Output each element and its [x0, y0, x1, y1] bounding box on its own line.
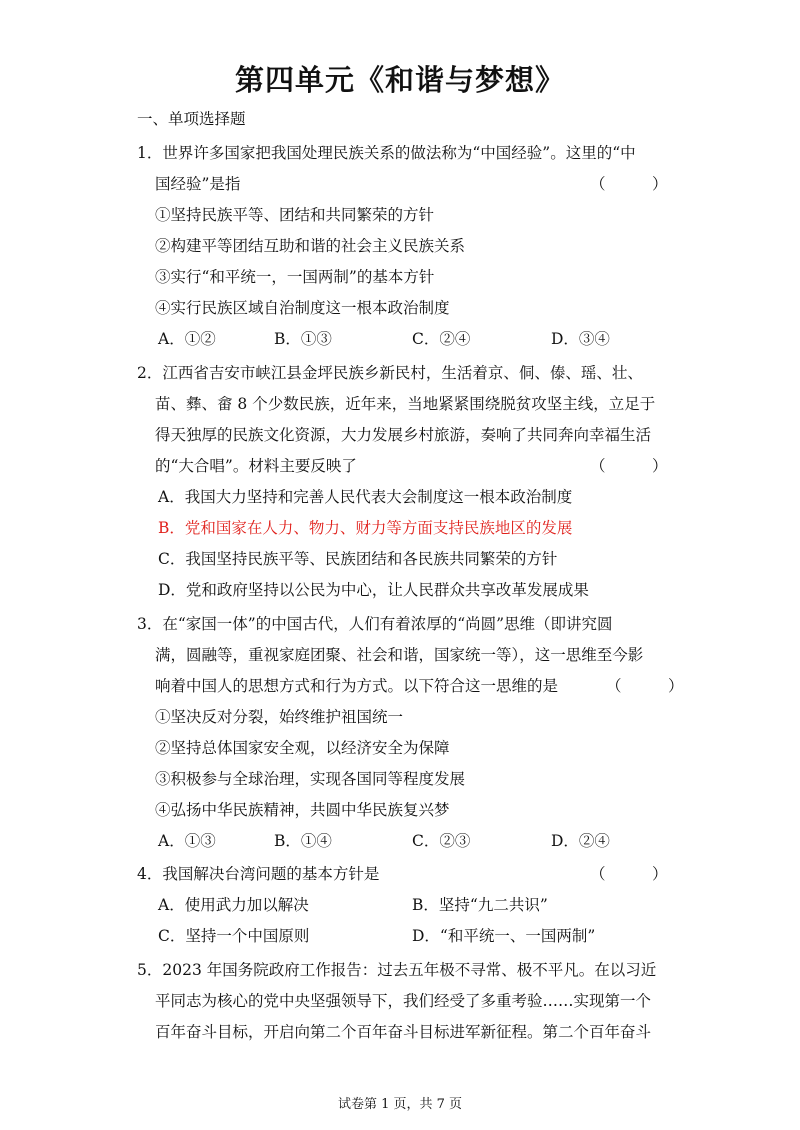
q3-stem-line-1: 3．在“家国一体”的中国古代，人们有着浓厚的“尚圆”思维（即讲究圆 — [137, 615, 613, 633]
q2-stem-line-1: 2．江西省吉安市峡江县金坪民族乡新民村，生活着京、侗、傣、瑶、壮、 — [137, 364, 643, 382]
q3-stem-line-3: 响着中国人的思想方式和行为方式。以下符合这一思维的是 — [155, 677, 559, 695]
q5-stem-line-1: 5．2023 年国务院政府工作报告：过去五年极不寻常、极不平凡。在以习近 — [137, 961, 657, 979]
q3-option-b: B．①④ — [274, 832, 332, 850]
q1-stem-line-2: 国经验”是指 — [155, 175, 241, 193]
q3-stem-line-2: 满，圆融等，重视家庭团聚、社会和谐，国家统一等），这一思维至今影 — [155, 646, 644, 664]
q4-option-c: C．坚持一个中国原则 — [158, 927, 310, 945]
q3-item: ①坚决反对分裂，始终维护祖国统一 — [155, 708, 404, 726]
q1-item: ④实行民族区域自治制度这一根本政治制度 — [155, 299, 450, 317]
q3-option-a: A．①③ — [158, 832, 216, 850]
q1-item: ③实行“和平统一，一国两制”的基本方针 — [155, 268, 435, 286]
q1-stem-line-1: 1．世界许多国家把我国处理民族关系的做法称为“中国经验”。这里的“中 — [137, 144, 636, 162]
q5-stem-line-2: 平同志为核心的党中央坚强领导下，我们经受了多重考验……实现第一个 — [155, 992, 652, 1010]
q5-stem-line-3: 百年奋斗目标，开启向第二个百年奋斗目标进军新征程。第二个百年奋斗 — [155, 1023, 652, 1041]
q4-stem: 4．我国解决台湾问题的基本方针是 — [137, 865, 380, 883]
q3-option-c: C．②③ — [412, 832, 471, 850]
q4-answer-blank: （ ） — [590, 865, 668, 883]
section-heading: 一、单项选择题 — [137, 110, 246, 128]
q2-option-a: A．我国大力坚持和完善人民代表大会制度这一根本政治制度 — [158, 488, 573, 506]
q2-answer-blank: （ ） — [590, 457, 668, 475]
q2-stem-line-4: 的“大合唱”。材料主要反映了 — [155, 457, 357, 475]
q1-item: ①坚持民族平等、团结和共同繁荣的方针 — [155, 206, 435, 224]
q3-item: ③积极参与全球治理，实现各国同等程度发展 — [155, 770, 466, 788]
q3-item: ②坚持总体国家安全观，以经济安全为保障 — [155, 739, 450, 757]
q4-option-a: A．使用武力加以解决 — [158, 896, 309, 914]
q4-option-b: B．坚持“九二共识” — [412, 896, 548, 914]
q3-item: ④弘扬中华民族精神，共圆中华民族复兴梦 — [155, 801, 450, 819]
q1-option-c: C．②④ — [412, 330, 471, 348]
q3-option-d: D．②④ — [551, 832, 610, 850]
page-footer: 试卷第 1 页，共 7 页 — [337, 1097, 463, 1112]
q2-option-c: C．我国坚持民族平等、民族团结和各民族共同繁荣的方针 — [158, 550, 558, 568]
q2-option-d: D．党和政府坚持以公民为中心，让人民群众共享改革发展成果 — [158, 581, 589, 599]
q2-option-b-highlighted: B．党和国家在人力、物力、财力等方面支持民族地区的发展 — [158, 519, 573, 537]
q3-answer-blank: （ ） — [606, 677, 684, 695]
q1-option-d: D．③④ — [551, 330, 610, 348]
q2-stem-line-2: 苗、彝、畲 8 个少数民族，近年来，当地紧紧围绕脱贫攻坚主线，立足于 — [155, 395, 656, 413]
q1-option-a: A．①② — [158, 330, 216, 348]
q1-item: ②构建平等团结互助和谐的社会主义民族关系 — [155, 237, 466, 255]
q4-option-d: D．“和平统一、一国两制” — [412, 927, 596, 945]
q1-answer-blank: （ ） — [590, 175, 668, 193]
q2-stem-line-3: 得天独厚的民族文化资源，大力发展乡村旅游，奏响了共同奔向幸福生活 — [155, 426, 652, 444]
page-title: 第四单元《和谐与梦想》 — [234, 63, 565, 97]
q1-option-b: B．①③ — [274, 330, 332, 348]
